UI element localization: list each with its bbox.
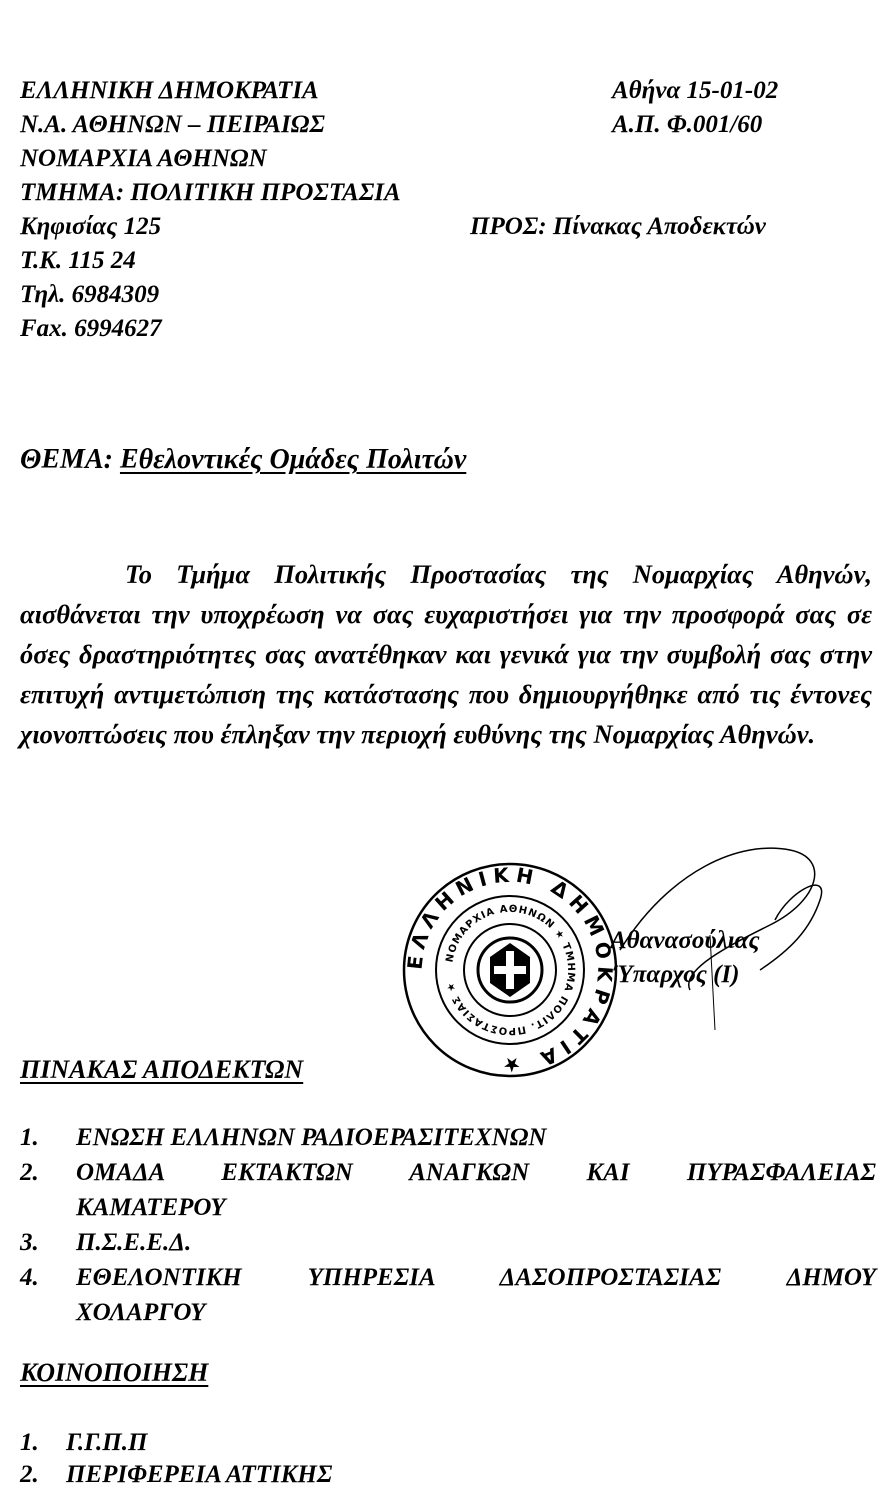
subject-text: Εθελοντικές Ομάδες Πολιτών	[119, 444, 467, 475]
list-item	[20, 1260, 876, 1330]
signatory-name: Αθανασούλιας	[610, 927, 760, 954]
signature-block	[560, 830, 860, 1030]
cc-title: ΚΟΙΝΟΠΟΙΗΣΗ	[20, 1358, 209, 1387]
list-item	[20, 1120, 876, 1155]
svg-text:ΝΟΜΑΡΧΙΑ ΑΘΗΝΩΝ ★ ΤΜΗΜΑ ΠΟΛΙΤ.: ΝΟΜΑΡΧΙΑ ΑΘΗΝΩΝ ★ ΤΜΗΜΑ ΠΟΛΙΤ. ΠΡΟΣΤΑΣΙΑΣ ★	[444, 903, 577, 1037]
letter-body	[20, 554, 872, 754]
svg-text:ΕΛΛΗΝΙΚΗ ΔΗΜΟΚΡΑΤΙΑ ★: ΕΛΛΗΝΙΚΗ ΔΗΜΟΚΡΑΤΙΑ ★	[402, 862, 618, 1078]
signatory-title: Ύπαρχος (Ι)	[614, 961, 740, 988]
recipients-title: ΠΙΝΑΚΑΣ ΑΠΟΔΕΚΤΩΝ	[20, 1055, 304, 1084]
list-item-number: 2.	[20, 1159, 39, 1186]
subject-line	[20, 444, 466, 476]
sender-line-phone: Τηλ. 6984309	[20, 281, 160, 308]
list-item-text: Π.Σ.Ε.Ε.Δ.	[76, 1229, 192, 1256]
list-item-number: 1.	[20, 1429, 39, 1456]
sender-line-department: ΤΜΗΜΑ: ΠΟΛΙΤΙΚΗ ΠΡΟΣΤΑΣΙΑ	[20, 179, 401, 206]
list-item	[20, 1155, 876, 1225]
sender-line-prefecture: ΝΟΜΑΡΧΙΑ ΑΘΗΝΩΝ	[20, 145, 267, 172]
list-item-number: 3.	[20, 1229, 39, 1256]
list-item-number: 1.	[20, 1124, 39, 1151]
letter-date: Αθήνα 15-01-02	[612, 77, 779, 104]
sender-line-prefecture-authority: Ν.Α. ΑΘΗΝΩΝ – ΠΕΙΡΑΙΩΣ	[20, 111, 325, 138]
list-item-text-continued: ΧΟΛΑΡΓΟΥ	[76, 1299, 206, 1326]
list-item-text: ΟΜΑΔΑ ΕΚΤΑΚΤΩΝ ΑΝΑΓΚΩΝ ΚΑΙ ΠΥΡΑΣΦΑΛΕΙΑΣ	[76, 1159, 876, 1186]
list-item	[20, 1425, 876, 1460]
list-item-number: 2.	[20, 1461, 39, 1488]
signature-text	[610, 924, 760, 992]
list-item-text: ΕΝΩΣΗ ΕΛΛΗΝΩΝ ΡΑΔΙΟΕΡΑΣΙΤΕΧΝΩΝ	[76, 1124, 547, 1151]
meta-block	[612, 74, 778, 142]
protocol-number: Α.Π. Φ.001/60	[612, 111, 763, 138]
subject-label: ΘΕΜΑ:	[20, 444, 113, 475]
list-item	[20, 1225, 876, 1260]
list-item-text: ΕΘΕΛΟΝΤΙΚΗ ΥΠΗΡΕΣΙΑ ΔΑΣΟΠΡΟΣΤΑΣΙΑΣ ΔΗΜΟΥ	[76, 1264, 876, 1291]
sender-line-street: Κηφισίας 125	[20, 213, 162, 240]
list-item-text-continued: ΚΑΜΑΤΕΡΟΥ	[76, 1194, 226, 1221]
sender-block	[20, 74, 401, 346]
list-item-text: Γ.Γ.Π.Π	[66, 1429, 148, 1456]
list-item	[20, 1457, 876, 1492]
sender-line-country: ΕΛΛΗΝΙΚΗ ΔΗΜΟΚΡΑΤΙΑ	[20, 77, 319, 104]
body-text: Το Τμήμα Πολιτικής Προστασίας της Νομαρχίας Αθηνών, αισθάνεται την υποχρέωση να σας ευχαριστήσει για την προσφορά σας σε όσες δραστηριότητες σας ανατέθηκαν και γενικά για την συμβολή σας στην επιτυχή αντιμετώπιση της κατάστασης που δημιουργήθηκε από τις έντονες χιονοπτώσεις που έπληξαν την περιοχή ευθύνης της Νομαρχίας Αθηνών.	[20, 559, 872, 749]
sender-line-fax: Fax. 6994627	[20, 315, 162, 342]
list-item-text: ΠΕΡΙΦΕΡΕΙΑ ΑΤΤΙΚΗΣ	[66, 1461, 333, 1488]
recipient-line: ΠΡΟΣ: Πίνακας Αποδεκτών	[470, 213, 766, 240]
sender-line-postcode: Τ.Κ. 115 24	[20, 247, 136, 274]
list-item-number: 4.	[20, 1264, 39, 1291]
